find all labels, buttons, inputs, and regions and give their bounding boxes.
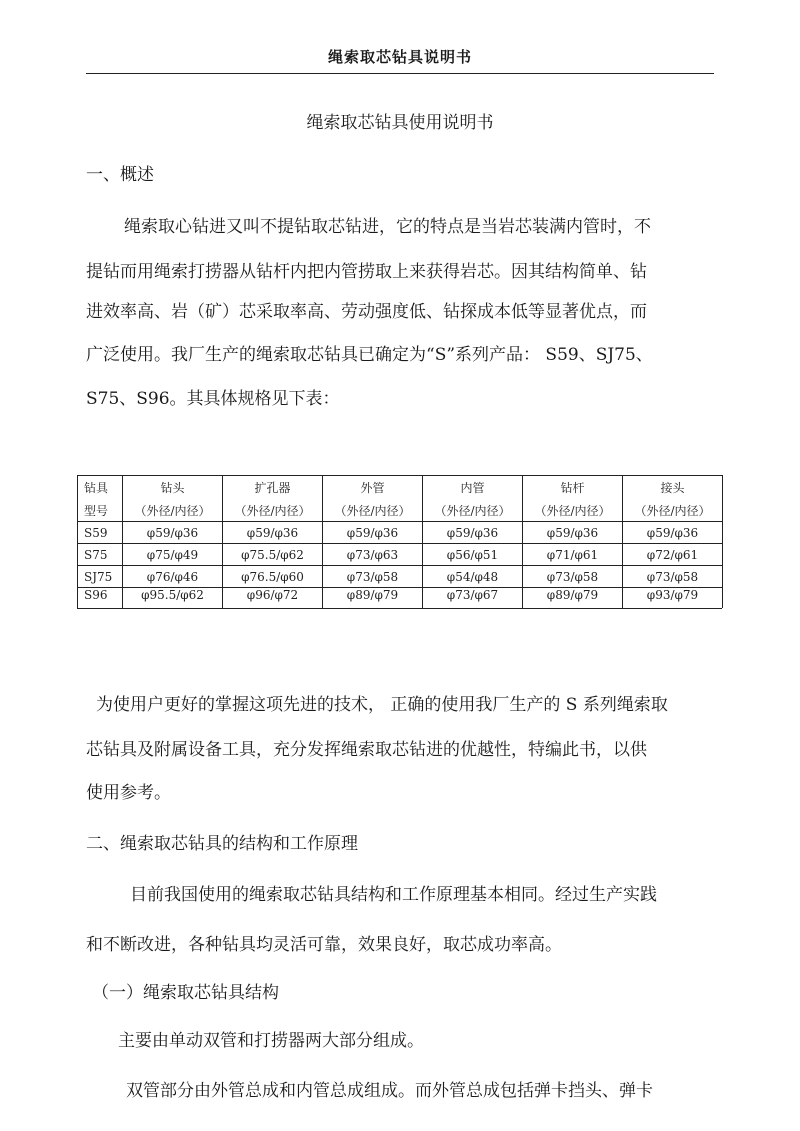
column-subheader: （外径/内径） bbox=[123, 500, 223, 522]
column-header: 外管 bbox=[323, 476, 423, 500]
table-cell: φ54/φ48 bbox=[423, 566, 523, 588]
table-cell: φ59/φ36 bbox=[423, 522, 523, 544]
column-subheader: （外径/内径） bbox=[623, 500, 723, 522]
paragraph-line: 广泛使用。我厂生产的绳索取芯钻具已确定为“S”系列产品： S59、SJ75、 bbox=[86, 345, 653, 365]
paragraph-line: 提钻而用绳索打捞器从钻杆内把内管捞取上来获得岩芯。因其结构简单、钻 bbox=[86, 262, 647, 282]
column-subheader: （外径/内径） bbox=[223, 500, 323, 522]
spec-table bbox=[77, 475, 723, 608]
paragraph-line: 进效率高、岩（矿）芯采取率高、劳动强度低、钻探成本低等显著优点，而 bbox=[86, 302, 647, 322]
table-cell: φ56/φ51 bbox=[423, 544, 523, 566]
table-cell: φ71/φ61 bbox=[523, 544, 623, 566]
paragraph-line: 芯钻具及附属设备工具，充分发挥绳索取芯钻进的优越性，特编此书，以供 bbox=[86, 740, 647, 760]
section-heading-structure: 二、绳索取芯钻具的结构和工作原理 bbox=[86, 834, 358, 854]
paragraph-line: 为使用户更好的掌握这项先进的技术， 正确的使用我厂生产的 S 系列绳索取 bbox=[96, 695, 668, 715]
running-header: 绳索取芯钻具说明书 bbox=[327, 48, 472, 66]
table-cell: φ89/φ79 bbox=[523, 588, 623, 609]
table-cell: φ59/φ36 bbox=[323, 522, 423, 544]
table-cell: φ59/φ36 bbox=[123, 522, 223, 544]
table-cell: φ73/φ63 bbox=[323, 544, 423, 566]
corner-label-bottom: 型号 bbox=[78, 500, 123, 522]
row-model: SJ75 bbox=[78, 566, 123, 588]
paragraph-line: 绳索取心钻进又叫不提钻取芯钻进，它的特点是当岩芯装满内管时，不 bbox=[124, 217, 651, 237]
table-cell: φ72/φ61 bbox=[623, 544, 723, 566]
paragraph-line: 和不断改进，各种钻具均灵活可靠，效果良好，取芯成功率高。 bbox=[86, 935, 562, 955]
table-cell: φ96/φ72 bbox=[223, 588, 323, 609]
column-header: 扩孔器 bbox=[223, 476, 323, 500]
column-header: 钻头 bbox=[123, 476, 223, 500]
row-model: S75 bbox=[78, 544, 123, 566]
paragraph-line: S75、S96。其具体规格见下表： bbox=[86, 389, 340, 409]
row-model: S96 bbox=[78, 588, 123, 609]
table-cell: φ59/φ36 bbox=[523, 522, 623, 544]
table-header-row bbox=[78, 476, 723, 500]
header-rule bbox=[86, 73, 714, 74]
table-subheader-row bbox=[78, 500, 723, 522]
paragraph-line: 使用参考。 bbox=[86, 783, 171, 803]
table-cell: φ73/φ58 bbox=[323, 566, 423, 588]
paragraph-line: 双管部分由外管总成和内管总成组成。而外管总成包括弹卡挡头、弹卡 bbox=[126, 1081, 653, 1101]
table-cell: φ73/φ67 bbox=[423, 588, 523, 609]
table-cell: φ73/φ58 bbox=[623, 566, 723, 588]
table-cell: φ89/φ79 bbox=[323, 588, 423, 609]
table-cell: φ76/φ46 bbox=[123, 566, 223, 588]
table-cell: φ93/φ79 bbox=[623, 588, 723, 609]
column-subheader: （外径/内径） bbox=[323, 500, 423, 522]
table-cell: φ73/φ58 bbox=[523, 566, 623, 588]
table-cell: φ75/φ49 bbox=[123, 544, 223, 566]
table-row bbox=[78, 566, 723, 588]
subsection-heading: （一）绳索取芯钻具结构 bbox=[92, 983, 279, 1003]
table-bottom-border bbox=[77, 608, 722, 609]
table-cell: φ75.5/φ62 bbox=[223, 544, 323, 566]
document-title: 绳索取芯钻具使用说明书 bbox=[306, 113, 494, 133]
row-model: S59 bbox=[78, 522, 123, 544]
paragraph-line: 主要由单动双管和打捞器两大部分组成。 bbox=[118, 1031, 424, 1051]
paragraph-line: 目前我国使用的绳索取芯钻具结构和工作原理基本相同。经过生产实践 bbox=[130, 885, 657, 905]
column-header: 钻杆 bbox=[523, 476, 623, 500]
column-header: 内管 bbox=[423, 476, 523, 500]
column-header: 接头 bbox=[623, 476, 723, 500]
table-cell: φ95.5/φ62 bbox=[123, 588, 223, 609]
table-cell: φ76.5/φ60 bbox=[223, 566, 323, 588]
table-cell: φ59/φ36 bbox=[223, 522, 323, 544]
table-cell: φ59/φ36 bbox=[623, 522, 723, 544]
table-row bbox=[78, 588, 723, 609]
spec-table-container bbox=[77, 475, 723, 608]
column-subheader: （外径/内径） bbox=[423, 500, 523, 522]
table-row bbox=[78, 544, 723, 566]
corner-label-top: 钻具 bbox=[78, 476, 123, 500]
table-row bbox=[78, 522, 723, 544]
section-heading-overview: 一、概述 bbox=[86, 165, 154, 185]
column-subheader: （外径/内径） bbox=[523, 500, 623, 522]
